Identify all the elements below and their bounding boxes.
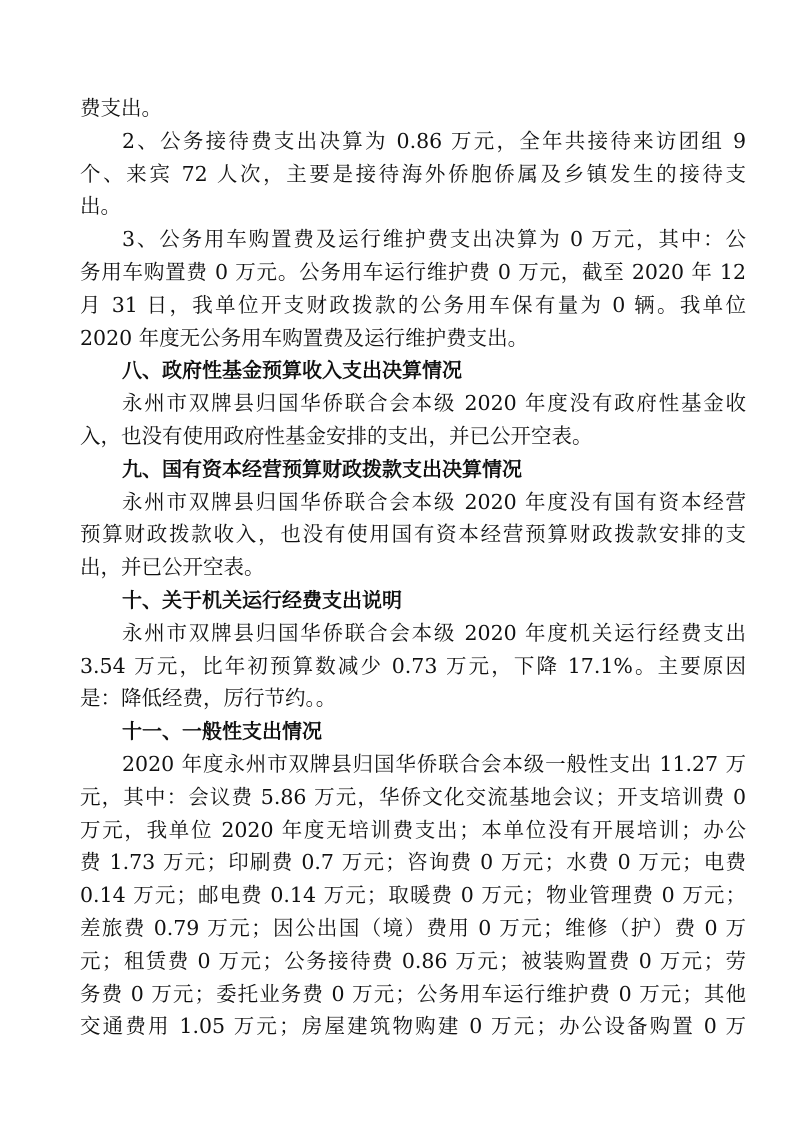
section-heading: 九、国有资本经营预算财政拨款支出决算情况 xyxy=(122,456,522,481)
text-line: 万元，我单位 2020 年度无培训费支出；本单位没有开展培训；办公 xyxy=(80,817,746,842)
text-line: 永州市双牌县归国华侨联合会本级 2020 年度没有国有资本经营 xyxy=(122,489,746,514)
text-line: 务费 0 万元；委托业务费 0 万元；公务用车运行维护费 0 万元；其他 xyxy=(80,981,746,1006)
text-line: 月 31 日，我单位开支财政拨款的公务用车保有量为 0 辆。我单位 xyxy=(80,292,746,317)
text-line: 0.14 万元；邮电费 0.14 万元；取暖费 0 万元；物业管理费 0 万元； xyxy=(80,883,746,908)
text-line: 出。 xyxy=(80,194,121,219)
text-line: 永州市双牌县归国华侨联合会本级 2020 年度机关运行经费支出 xyxy=(122,620,746,645)
document-page xyxy=(80,92,746,1043)
section-heading: 八、政府性基金预算收入支出决算情况 xyxy=(122,358,462,383)
text-line: 交通费用 1.05 万元；房屋建筑物购建 0 万元；办公设备购置 0 万 xyxy=(80,1014,746,1039)
text-line: 费支出。 xyxy=(80,96,162,120)
text-line: 出，并已公开空表。 xyxy=(80,555,265,580)
text-line: 3.54 万元，比年初预算数减少 0.73 万元，下降 17.1%。主要原因 xyxy=(80,653,746,678)
text-line: 费 1.73 万元；印刷费 0.7 万元；咨询费 0 万元；水费 0 万元；电费 xyxy=(80,850,746,875)
text-line: 2020 年度永州市双牌县归国华侨联合会本级一般性支出 11.27 万 xyxy=(122,751,746,776)
text-line: 永州市双牌县归国华侨联合会本级 2020 年度没有政府性基金收 xyxy=(122,391,746,416)
text-line: 预算财政拨款收入，也没有使用国有资本经营预算财政拨款安排的支 xyxy=(80,522,746,547)
text-line: 2020 年度无公务用车购置费及运行维护费支出。 xyxy=(80,325,529,350)
text-line: 元；租赁费 0 万元；公务接待费 0.86 万元；被装购置费 0 万元；劳 xyxy=(80,948,746,973)
text-line: 差旅费 0.79 万元；因公出国（境）费用 0 万元；维修（护）费 0 万 xyxy=(80,915,746,940)
text-line: 务用车购置费 0 万元。公务用车运行维护费 0 万元，截至 2020 年 12 xyxy=(80,259,746,284)
text-line: 入，也没有使用政府性基金安排的支出，并已公开空表。 xyxy=(80,423,593,448)
text-line: 是：降低经费，厉行节约。。 xyxy=(80,686,337,711)
text-line: 个、来宾 72 人次，主要是接待海外侨胞侨属及乡镇发生的接待支 xyxy=(80,161,746,186)
text-line: 3、公务用车购置费及运行维护费支出决算为 0 万元，其中：公 xyxy=(122,227,746,252)
text-line: 元，其中：会议费 5.86 万元，华侨文化交流基地会议；开支培训费 0 xyxy=(80,784,746,809)
text-line: 2、公务接待费支出决算为 0.86 万元，全年共接待来访团组 9 xyxy=(122,128,746,153)
section-heading: 十一、一般性支出情况 xyxy=(122,719,322,744)
section-heading: 十、关于机关运行经费支出说明 xyxy=(122,587,402,612)
